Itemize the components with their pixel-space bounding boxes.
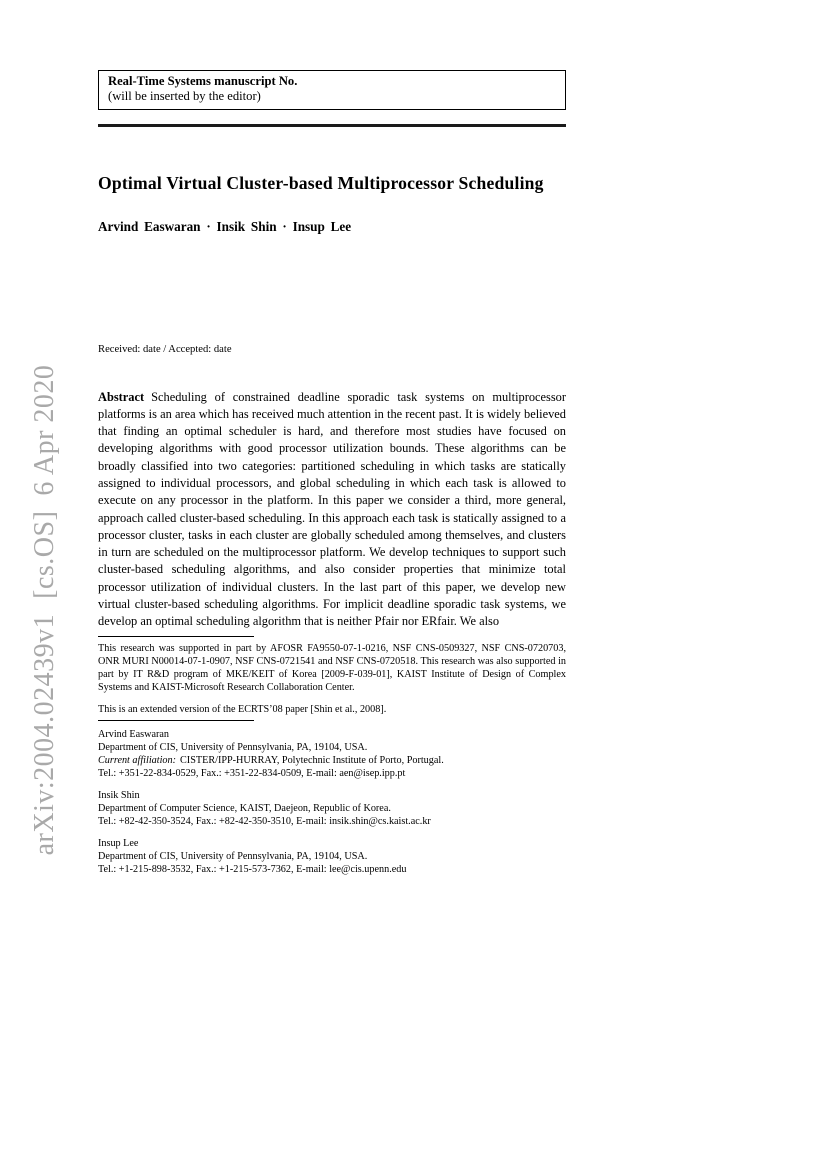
contact-department: Department of Computer Science, KAIST, Daejeon, Republic of Korea. (98, 803, 391, 815)
contact-block (98, 728, 566, 780)
contact-block (98, 837, 566, 876)
contact-name: Insup Lee (98, 838, 139, 850)
author-line: Arvind Easwaran · Insik Shin · Insup Lee (98, 218, 352, 234)
paper-title: Optimal Virtual Cluster-based Multiprocessor Scheduling (98, 172, 544, 193)
contact-telephone: Tel.: +1-215-898-3532, Fax.: +1-215-573-7362, E-mail: lee@cis.upenn.edu (98, 864, 407, 876)
extended-version-footnote: This is an extended version of the ECRTS’08 paper [Shin et al., 2008]. (98, 704, 387, 716)
contact-telephone: Tel.: +351-22-834-0529, Fax.: +351-22-834-0509, E-mail: aen@isep.ipp.pt (98, 768, 406, 780)
contact-affiliation: Current affiliation: CISTER/IPP-HURRAY, Polytechnic Institute of Porto, Portugal. (98, 755, 444, 767)
abstract-label: Abstract (98, 389, 145, 404)
header-rule (98, 124, 566, 127)
received-accepted-line: Received: date / Accepted: date (98, 343, 232, 355)
contact-block (98, 789, 566, 828)
journal-manuscript-line: Real-Time Systems manuscript No. (108, 74, 298, 88)
address-separator-rule (98, 720, 254, 721)
contact-department: Department of CIS, University of Pennsylvania, PA, 19104, USA. (98, 742, 368, 754)
contact-telephone: Tel.: +82-42-350-3524, Fax.: +82-42-350-3510, E-mail: insik.shin@cs.kaist.ac.kr (98, 816, 431, 828)
contact-name: Arvind Easwaran (98, 729, 170, 741)
arxiv-watermark: arXiv:2004.02439v1 [cs.OS] 6 Apr 2020 (29, 364, 60, 856)
abstract-paragraph (98, 389, 566, 631)
contact-name: Insik Shin (98, 790, 140, 802)
funding-footnote: This research was supported in part by AFOSR FA9550-07-1-0216, NSF CNS-0509327, NSF CNS-0720703, ONR MURI N00014-07-1-0907, NSF CNS-0721541 and NSF CNS-0720518. This research was also supported in part by IT R&D program of MKE/KEIT of Korea [2009-F-039-01], KAIST Institute of Design of Complex Systems and KAIST-Microsoft Research Collaboration Center. (98, 643, 566, 694)
manuscript-note-box (98, 70, 566, 110)
affiliation-label: Current affiliation: (98, 755, 177, 767)
footnote-separator-rule (98, 636, 254, 637)
author-contact-list (98, 728, 566, 876)
content-column (98, 70, 566, 876)
contact-department: Department of CIS, University of Pennsylvania, PA, 19104, USA. (98, 851, 368, 863)
abstract-text: Scheduling of constrained deadline sporadic task systems on multiprocessor platforms is an area which has received much attention in the recent past. It is widely believed that finding an optimal scheduler is hard, and therefore most studies have focused on developing algorithms with good processor utilization bounds. These algorithms can be broadly classified into two categories: partitioned scheduling in which tasks are statically assigned to individual processors, and global scheduling in which each task is allowed to execute on any processor in the platform. In this paper we consider a third, more general, approach called cluster-based scheduling. In this approach each task is statically assigned to a processor cluster, tasks in each cluster are globally scheduled among themselves, and clusters in turn are scheduled on the multiprocessor platform. We develop techniques to support such cluster-based scheduling algorithms, and also consider properties that minimize total processor utilization of individual clusters. In the last part of this paper, we develop new virtual cluster-based scheduling algorithms. For implicit deadline sporadic task systems, we develop an optimal scheduling algorithm that is neither Pfair nor ERfair. We also (98, 389, 566, 629)
editor-note-line: (will be inserted by the editor) (108, 89, 261, 103)
